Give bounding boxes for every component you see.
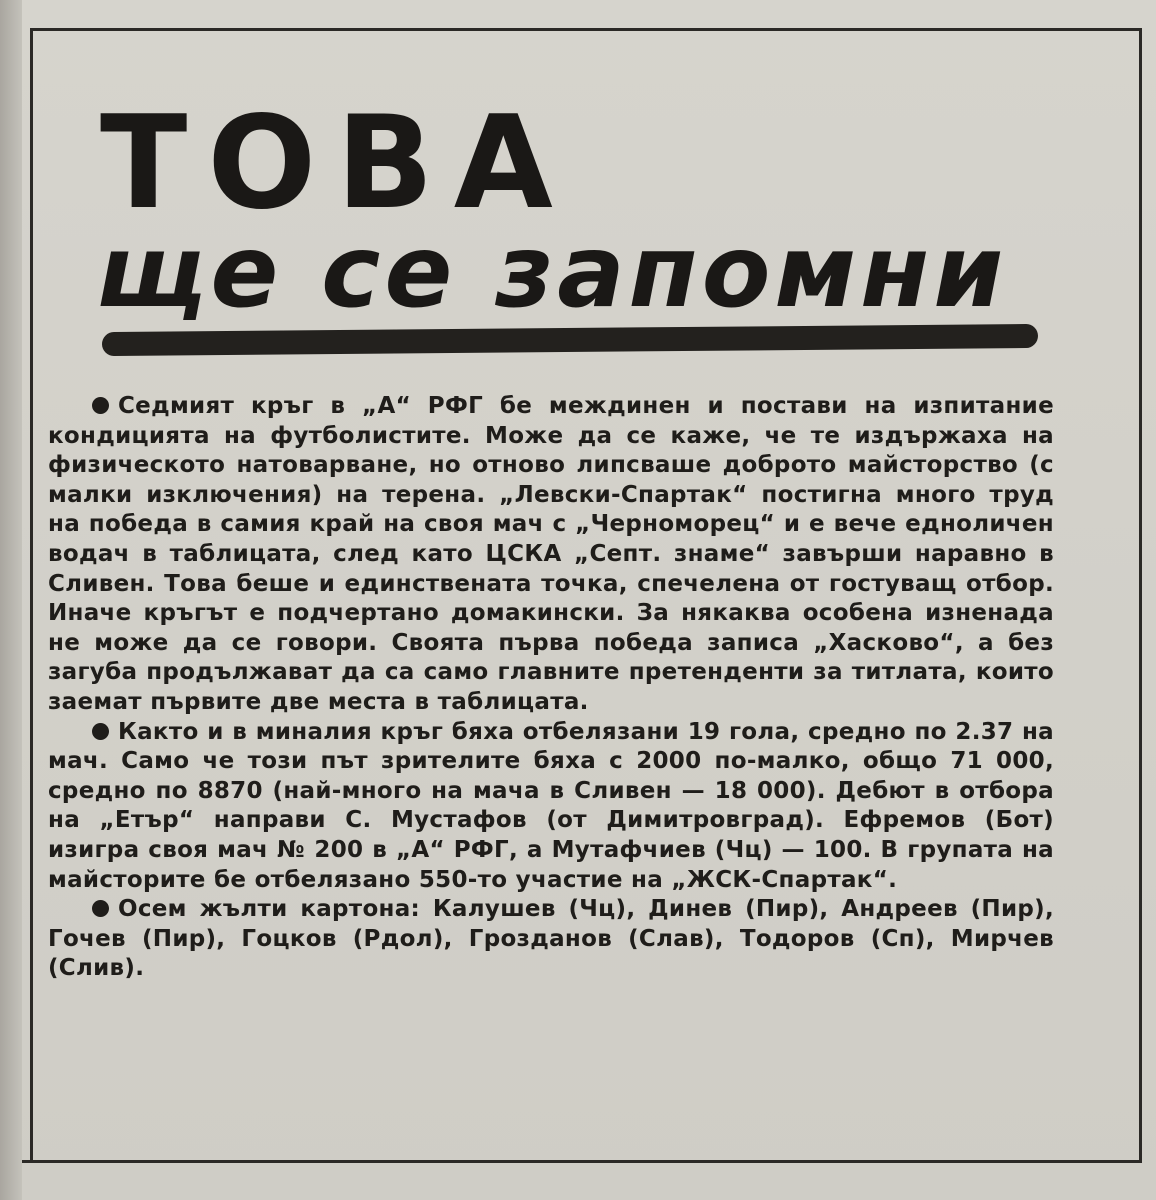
- bottom-rule: [22, 1160, 1142, 1163]
- paragraph-text: Както и в миналия кръг бяха отбелязани 19 гола, средно по 2.37 на мач. Само че този път зрителите бяха с 2000 по-малко, общо 71 000, средно по 8870 (най-много на мача в Сливен — 18 000). Дебют в отбора на „Етър“ направи С. Мустафов (от Димитровград). Ефремов (Бот) изигра своя мач № 200 в „А“ РФГ, а Мутафчиев (Чц) — 100. В групата на майсторите бе отбелязано 550-то участие на „ЖСК-Спартак“.: [48, 718, 1054, 893]
- article-body: [48, 392, 1054, 984]
- paragraph-text: Осем жълти картона: Калушев (Чц), Динев (Пир), Андреев (Пир), Гочев (Пир), Гоцков (Рдол), Грозданов (Слав), Тодоров (Сп), Мирчев (Слив).: [48, 896, 1054, 982]
- bullet-icon: [92, 397, 109, 414]
- headline-line-1: ТОВА: [100, 89, 573, 238]
- article-paragraph-1: [48, 392, 1054, 718]
- bullet-icon: [92, 723, 109, 740]
- article-paragraph-3: [48, 895, 1054, 984]
- article-paragraph-2: [48, 718, 1054, 896]
- headline-line-2: ще се запомни: [96, 213, 1008, 330]
- page-margin: [0, 0, 22, 1200]
- bullet-icon: [92, 900, 109, 917]
- paragraph-text: Седмият кръг в „А“ РФГ бе междинен и постави на изпитание кондицията на футболистите. Може да се каже, че те издържаха на физическото натоварване, но отново липсваше доброто майсторство (с малки изключения) на терена. „Левски-Спартак“ постигна много труд на победа в самия край на своя мач с „Черноморец“ и е вече едноличен водач в таблицата, след като ЦСКА „Септ. знаме“ завърши наравно в Сливен. Това беше и единствената точка, спечелена от гостуващ отбор. Иначе кръгът е подчертано домакински. За някаква особена изненада не може да се говори. Своята първа победа записа „Хасково“, а без загуба продължават да са само главните претенденти за титлата, които заемат първите две места в таблицата.: [48, 393, 1054, 715]
